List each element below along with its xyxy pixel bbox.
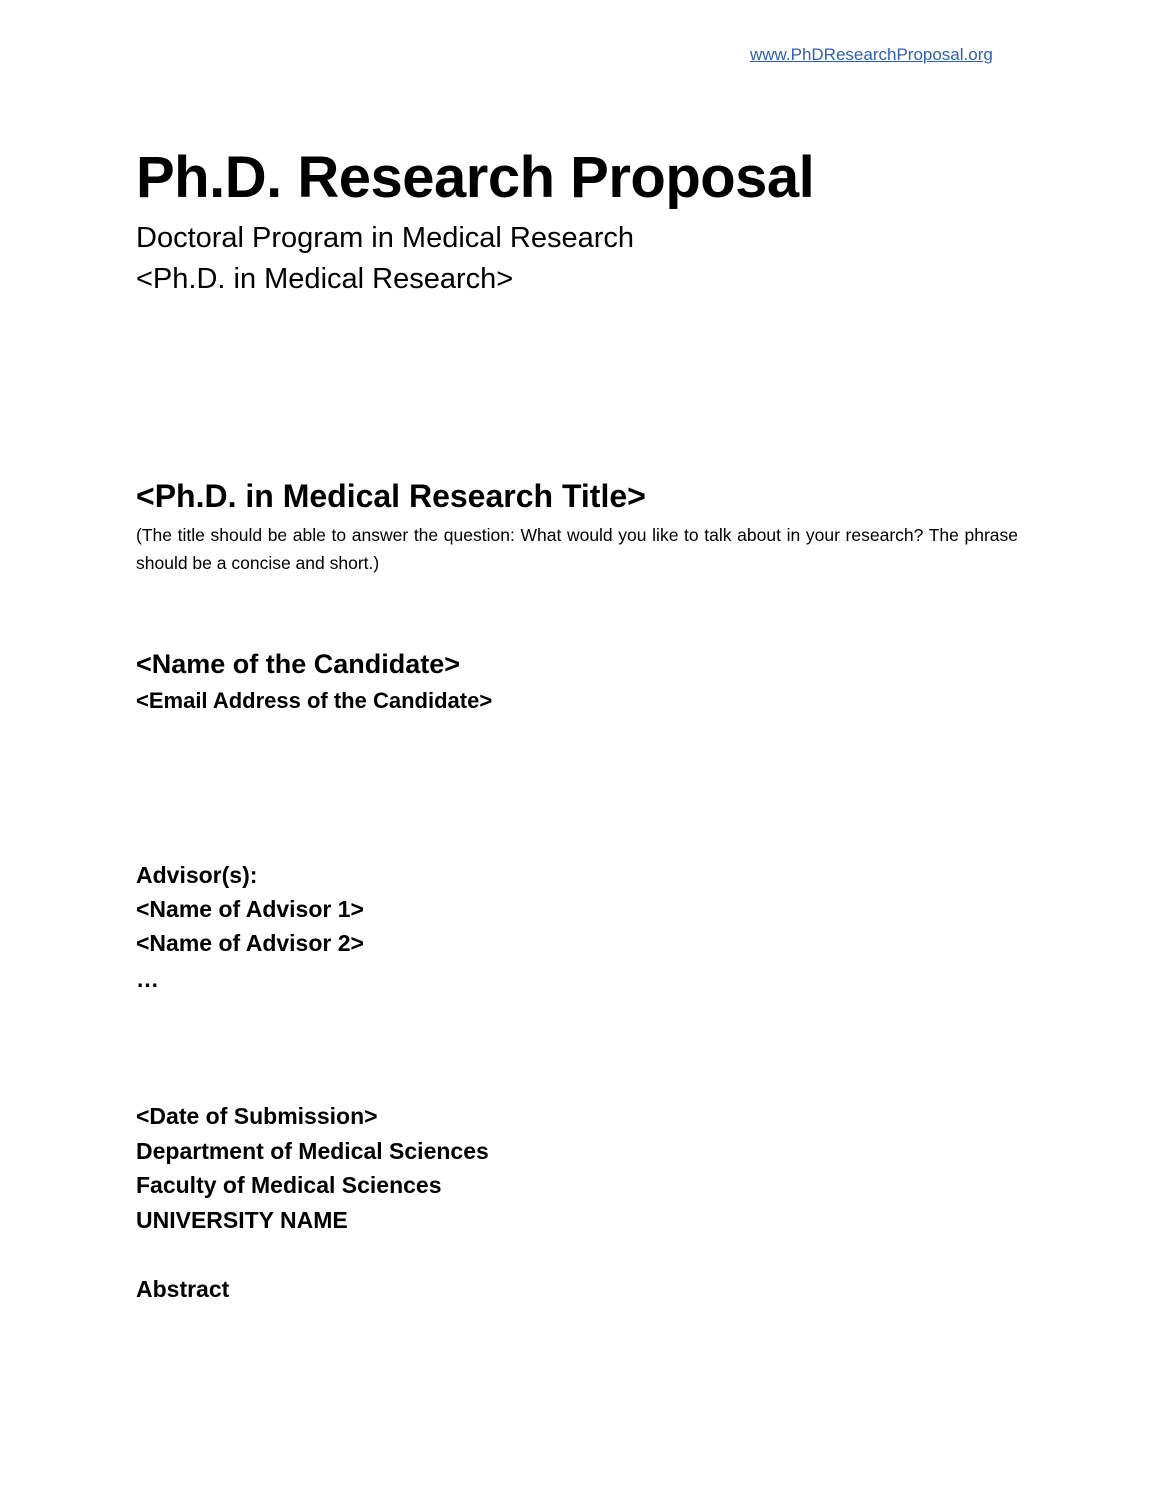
program-name: Doctoral Program in Medical Research	[136, 222, 635, 254]
advisor-name-1: <Name of Advisor 1>	[136, 896, 364, 922]
program-placeholder: <Ph.D. in Medical Research>	[136, 263, 514, 295]
department-name: Department of Medical Sciences	[136, 1138, 489, 1164]
research-title-note: (The title should be able to answer the question: What would you like to talk about in your research? The phrase should be a concise and short.)	[136, 525, 1018, 573]
advisors-label: Advisor(s):	[136, 862, 258, 888]
research-title-placeholder: <Ph.D. in Medical Research Title>	[136, 478, 646, 514]
advisor-name-2: <Name of Advisor 2>	[136, 930, 364, 956]
advisor-ellipsis: …	[136, 966, 159, 992]
submission-date: <Date of Submission>	[136, 1103, 378, 1129]
candidate-email: <Email Address of the Candidate>	[136, 688, 493, 713]
site-url-link[interactable]: www.PhDResearchProposal.org	[750, 45, 993, 64]
university-name: UNIVERSITY NAME	[136, 1207, 348, 1233]
abstract-heading: Abstract	[136, 1276, 230, 1302]
document-title: Ph.D. Research Proposal	[136, 145, 815, 210]
candidate-name: <Name of the Candidate>	[136, 649, 461, 679]
faculty-name: Faculty of Medical Sciences	[136, 1172, 442, 1198]
